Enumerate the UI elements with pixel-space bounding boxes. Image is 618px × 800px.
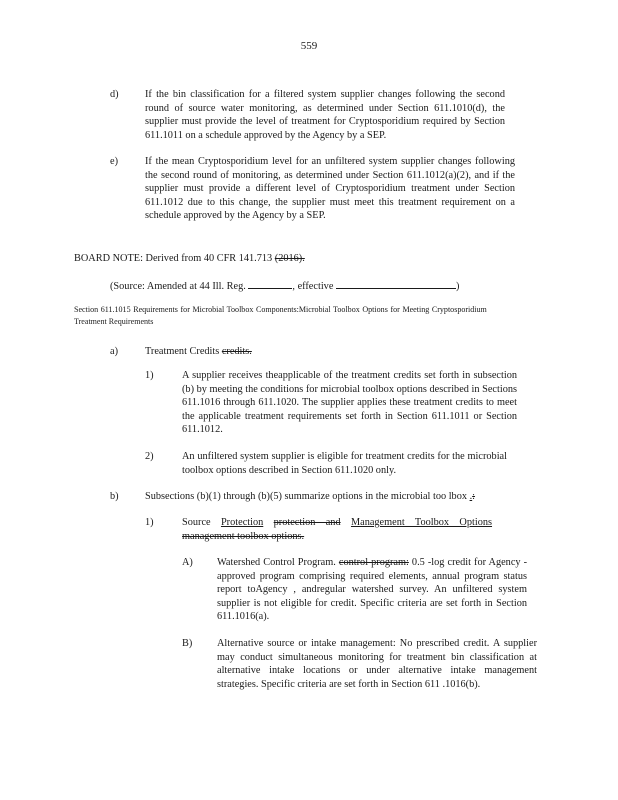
item-b1a-text (217, 556, 527, 624)
source-prefix: (Source: Amended at 44 Ill. Reg. (110, 281, 246, 292)
item-a1-label: 1) (145, 370, 154, 381)
item-a1-text: A supplier receives theapplicable of the treatment credits set forth in subsection (b) by meeting the conditions for microbial toolbox options described in Sections 611.1016 through 611.1020. The supplier applies these treatment credits to meet the applicable treatment requirements set forth in Section 611.1011 or Section 611.1012. (182, 370, 517, 436)
item-b1-struck-2: management toolbox options. (182, 530, 305, 542)
item-b-body: Subsections (b)(1) through (b)(5) summarize options in the microbial too lbox (145, 491, 470, 502)
item-b1-struck-1: protection and (273, 517, 341, 528)
item-b-label: b) (110, 491, 119, 502)
section-title: Requirements for Microbial Toolbox Components:Microbial Toolbox Options for Meeting Cryptosporidium Treatment Requirements (74, 305, 487, 326)
source-middle: , effective (292, 281, 334, 292)
item-a-struck: credits. (221, 346, 252, 357)
source-line (110, 278, 459, 294)
item-b1-underlined-1: Protection (220, 517, 264, 528)
section-label: Section 611.1015 (74, 305, 131, 314)
item-b1a-struck: control program: (338, 557, 409, 568)
register-blank (248, 278, 292, 289)
item-e-text: If the mean Cryptosporidium level for an unfiltered system supplier changes following the second round of monitoring, as determined under Section 611.1012(a)(2), and if the supplier must provide a different level of Cryptosporidium treatment under Section 611.1012 due to this change, the supplier must meet this treatment requirement on a schedule approved by the Agency by a SEP. (145, 156, 515, 222)
effective-date-blank (336, 278, 456, 289)
item-a2-text: An unfiltered system supplier is eligible for treatment credits for the microbial toolbox options described in Section 611.1020 only. (182, 451, 507, 476)
board-note-struck: (2016). (274, 253, 305, 264)
item-b1-text (182, 516, 492, 543)
item-b1-start: Source (182, 517, 221, 528)
item-b1a-start: Watershed Control Program. (217, 557, 339, 568)
item-b1a-end: 0.5 -log credit for Agency -approved program comprising required elements, annual program status report toAgency , andregular watershed survey. An unfiltered system supplier is not eligible for credit. Specific criteria are set forth in Section 611.1016(a). (217, 557, 528, 623)
page-number: 559 (300, 40, 318, 52)
item-a-heading: Treatment Credits (145, 346, 222, 357)
item-b1b-text: Alternative source or intake management: No prescribed credit. A supplier may conduct simultaneous monitoring for treatment bin classification at alternative intake locations or under alternative intake management strategies. Specific criteria are set forth in Section 611 .1016(b). (217, 638, 537, 690)
item-b1-underlined-2: Management Toolbox Options (350, 517, 493, 528)
item-b-tail: . (469, 491, 473, 502)
item-d-label: d) (110, 89, 119, 100)
board-note-text: BOARD NOTE: Derived from 40 CFR 141.713 (74, 253, 275, 264)
item-b-tail-struck: : (472, 491, 476, 502)
item-b-text (145, 490, 535, 504)
item-a-label: a) (110, 346, 118, 357)
item-b1a-label: A) (182, 557, 193, 568)
source-suffix: ) (455, 281, 460, 292)
item-b1b-label: B) (182, 638, 193, 649)
item-b1-label: 1) (145, 517, 154, 528)
section-heading (74, 304, 487, 328)
item-a2-label: 2) (145, 451, 154, 462)
item-d-text: If the bin classification for a filtered system supplier changes following the second round of source water monitoring, as determined under Section 611.1010(d), the supplier must provide the level of treatment for Cryptosporidium required by Section 611.1011 on a schedule approved by the Agency by a SEP. (145, 89, 505, 141)
board-note (74, 252, 305, 266)
item-a-text (145, 345, 252, 359)
item-e-label: e) (110, 156, 118, 167)
